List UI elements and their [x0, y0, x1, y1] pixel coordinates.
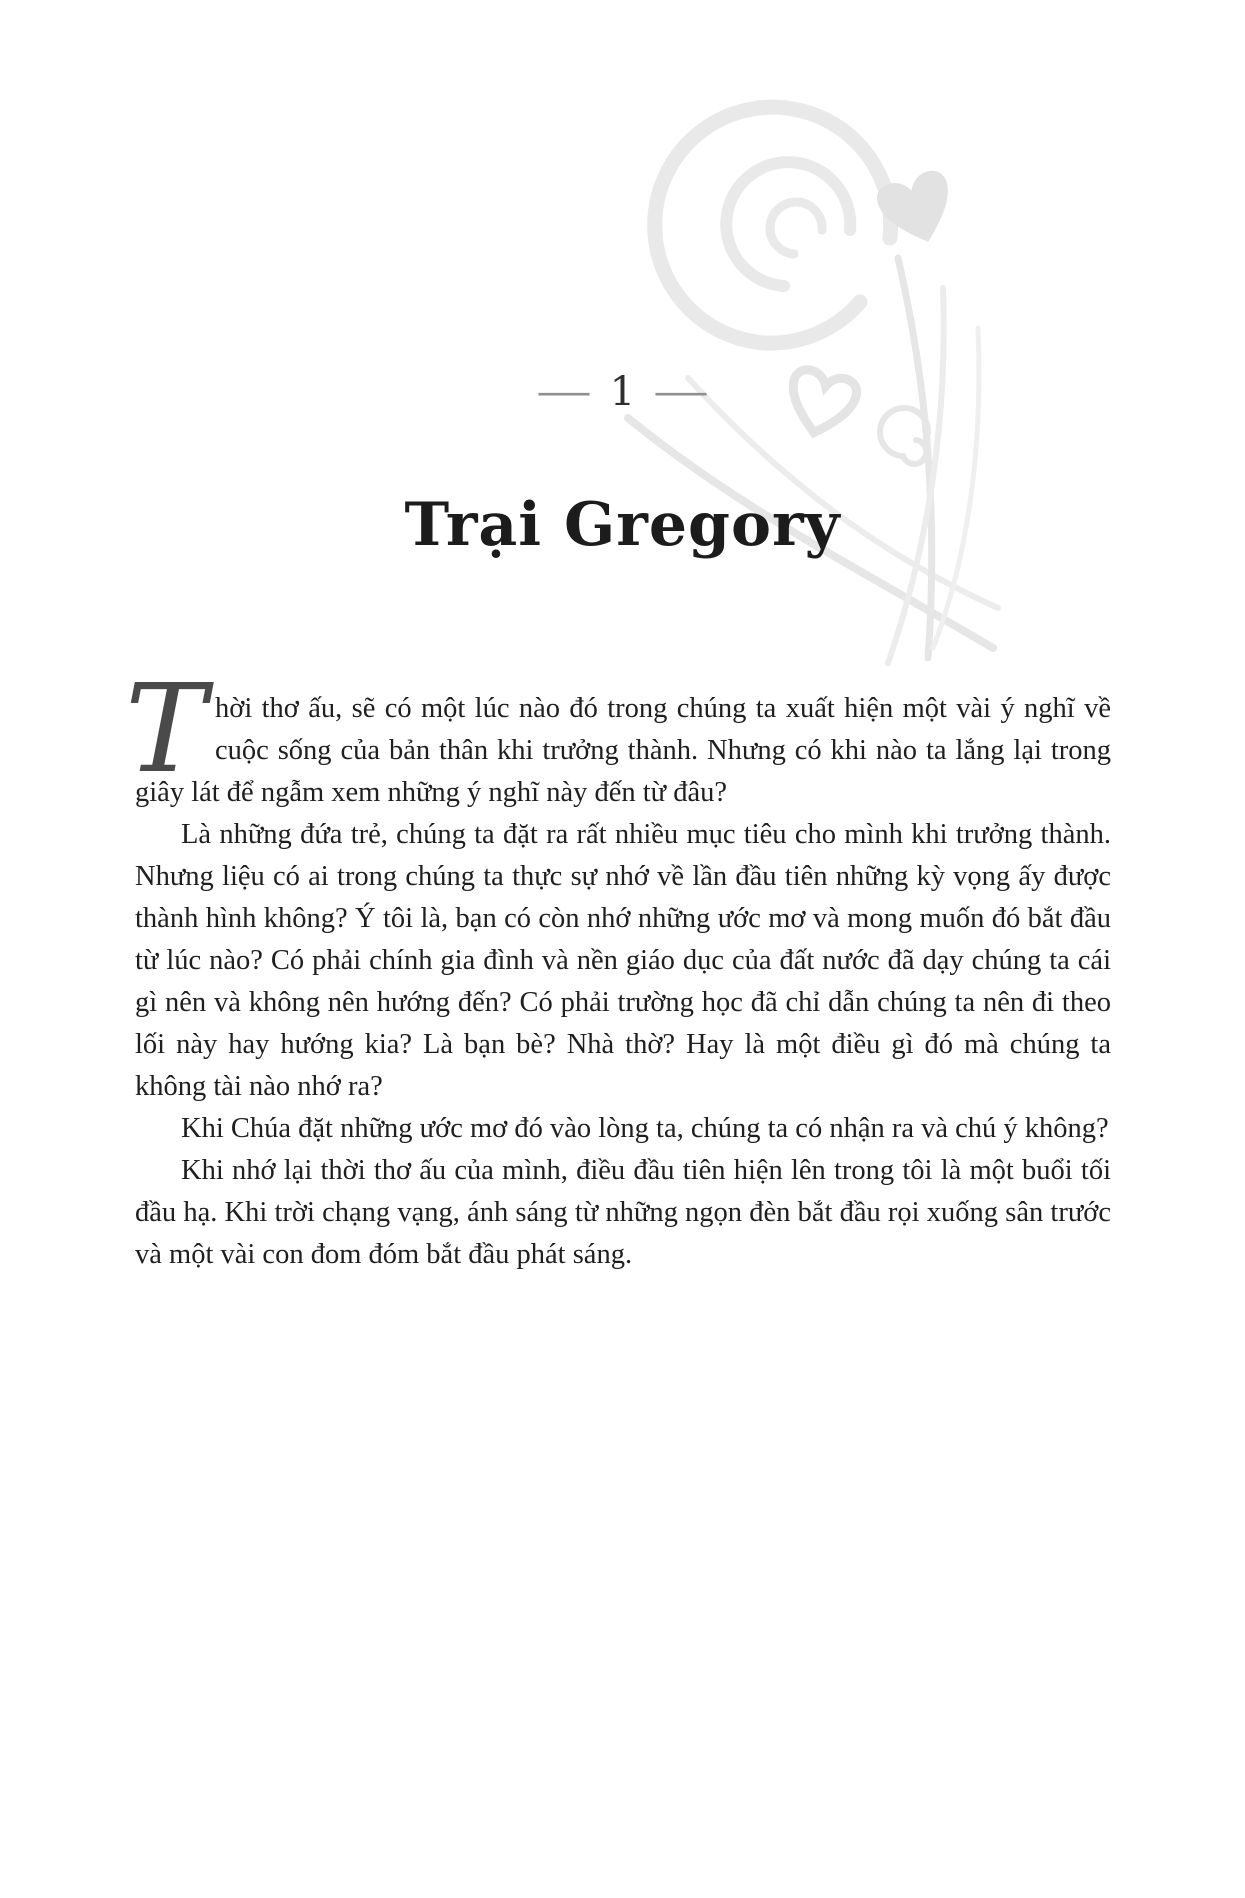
- chapter-number-row: [0, 369, 1245, 415]
- chapter-body: [125, 658, 1111, 1276]
- chapter-dash-left: —: [535, 369, 592, 415]
- paragraph-2: Là những đứa trẻ, chúng ta đặt ra rất nhiều mục tiêu cho mình khi trưởng thành. Nhưng liệu có ai trong chúng ta thực sự nhớ về lần đầu tiên những kỳ vọng ấy được thành hình không? Ý tôi là, bạn có còn nhớ những ước mơ và mong muốn đó bắt đầu từ lúc nào? Có phải chính gia đình và nền giáo dục của đất nước đã dạy chúng ta cái gì nên và không nên hướng đến? Có phải trường học đã chỉ dẫn chúng ta nên đi theo lối này hay hướng kia? Là bạn bè? Nhà thờ? Hay là một điều gì đó mà chúng ta không tài nào nhớ ra?: [135, 819, 1111, 1102]
- chapter-dash-right: —: [653, 369, 710, 415]
- paragraph-1-text: hời thơ ấu, sẽ có một lúc nào đó trong chúng ta xuất hiện một vài ý nghĩ về cuộc sống của bản thân khi trưởng thành. Nhưng có khi nào ta lắng lại trong giây lát để ngẫm xem những ý nghĩ này đến từ đâu?: [135, 693, 1111, 808]
- paragraph-3: Khi Chúa đặt những ước mơ đó vào lòng ta, chúng ta có nhận ra và chú ý không?: [181, 1113, 1109, 1144]
- dropcap: [125, 658, 215, 800]
- dropcap-letter: T: [125, 658, 207, 800]
- paragraph-1: [125, 658, 1111, 814]
- chapter-title: Trại Gregory: [404, 490, 841, 561]
- chapter-number: 1: [609, 369, 636, 415]
- paragraph-4: Khi nhớ lại thời thơ ấu của mình, điều đầu tiên hiện lên trong tôi là một buổi tối đầu hạ. Khi trời chạng vạng, ánh sáng từ những ngọn đèn bắt đầu rọi xuống sân trước và một vài con đom đóm bắt đầu phát sáng.: [135, 1155, 1111, 1270]
